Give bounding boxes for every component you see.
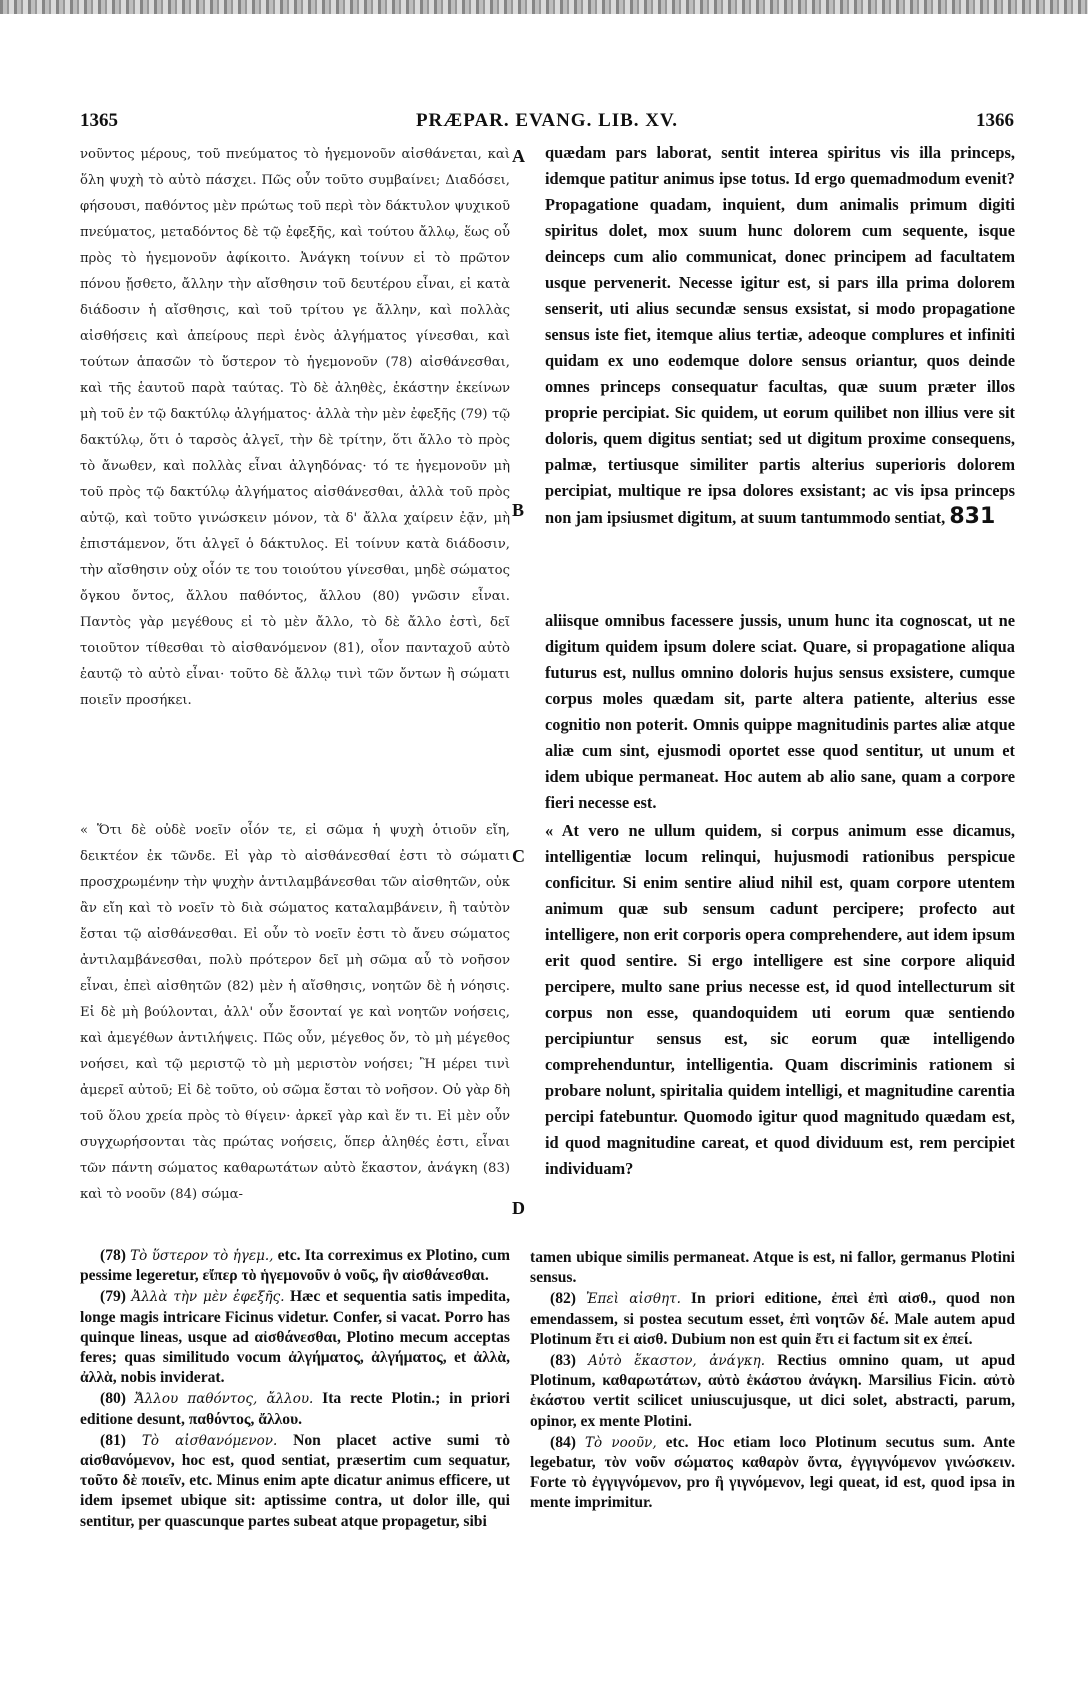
latin-text-block-2: « At vero ne ullum quidem, si corpus animum esse dicamus, intelligentiæ locum relinqui, hujusmodi rationibus perspicue conficitur. Si enim sentire aliud nihil est, quam corpore utentem animum quæ sub sensum cadunt percipere; profecto aut intelligere, non erit corporis opera comprehendere, aut idem ipsum erit quod sentire. Si ergo intelligere est sine corpore aliquid percipere, multo sane prius necesse est, id quod intellecturum sit corpus non esse, quandoquidem uti eorum quæ sentiendo percipiuntur sensus est, sic eorum quæ intelligendo comprehenduntur, intelligentia. Quam discriminis rationem si probare nolunt, spiritalia quidem intelligi, et magnitudine carentia percipi fatebuntur. Quomodo igitur quod magnitudo quædam est, id quod magnitudine careat, et quod dividuum est, rem percipiet individuam? (545, 821, 1015, 1178)
footnote-lemma: Ἐπεὶ αἰσθητ. (585, 1291, 681, 1308)
footnote-text: In priori editione, ἐπεὶ ἐπὶ αἰσθ., quod non emendassem, si postea secutum esset, ἐπὶ νοητῶν δέ. Male autem apud Plotinum ἔτι εἰ αἰσθ. Dubium non est quin ἔτι εἰ factum sit ex ἐπεί. (530, 1290, 1015, 1348)
margin-marker-c: C (512, 846, 525, 866)
latin-text-1a: quædam pars laborat, sentit interea spiritus vis illa princeps, idemque patitur animus ipse totus. Id ergo quemadmodum evenit? Propagatione quadam, inquient, dum animalis primum digiti spiritus dolet, mox suum hunc dolorem cum sequente, isque deinceps cum alio communicat, donec principem ad facultatem usque pervenerit. Necesse igitur est, si pars illa prima dolorem senserit, uti alius secundæ sensus exsistat, si modo propagatione sensus iste fiet, itemque alius tertiæ, adeoque complures et infiniti quidam ex uno eodemque dolore sensus oriantur, quos deinde omnes princeps consequatur facultas, quæ suum præter illos proprie percipiat. Sic quidem, ut eorum quilibet non illius vere sit doloris, quem digitus sentiat; sed ut digitum proxime consequens, palmæ, tertiusque similiter partis alterius superioris dolorem percipiat, multique re ipsa dolores exsistant; ac vis ipsa princeps non jam ipsiusmet digitum, at suum tantummodo sentiat, (545, 143, 1015, 527)
footnote-lemma: Τὸ αἰσθανόμενον. (141, 1432, 278, 1449)
footnote (80, 1287, 510, 1388)
footnote (80, 1246, 510, 1286)
latin-text-block-1b: aliisque omnibus facessere jussis, unum hunc ita cognoscat, ut ne digitum quidem ipsum dolere sciat. Quare, si propagatione aliqua futurus est, nullus omnino doloris hujus sensus exsistere, cumque corpus moles quædam sit, parte altera patiente, alterius esse cognitio non poterit. Omnis quippe magnitudinis partes aliæ atque aliæ cum sint, ejusmodi oportet esse quod sentitur, ut unum et idem ubique permaneat. Hoc autem ab alio sane, quam a corpore fieri necesse est. (545, 611, 1015, 812)
footnote (530, 1433, 1015, 1514)
footnote-text: Non placet active sumi τὸ αἰσθανόμενον, hoc est, quod sentiat, præsertim cum sequatur, τοῦτο δὲ ποιεῖν, etc. Minus enim apte dicatur animus efficere, ut idem ipsemet ubique sit: aptissime contra, ut dolor ille, qui sentitur, per quascunque partes subeat atque propagetur, sibi (80, 1431, 511, 1530)
latin-text-block-1 (545, 140, 1015, 531)
footnote-ref: (82) (550, 1290, 576, 1308)
footnote-ref: (79) (100, 1288, 126, 1306)
footnote-ref: (84) (550, 1433, 576, 1451)
footnote-lemma: Ἀλλὰ τὴν μὲν ἐφεξῆς. (131, 1289, 285, 1306)
footnote-ref: (80) (100, 1390, 126, 1408)
footnote-lemma: Τὸ ὕστερον τὸ ἡγεμ., (130, 1248, 274, 1264)
page-header (80, 110, 1014, 138)
margin-marker-b: B (512, 500, 525, 520)
footnote-text: etc. Hoc etiam loco Plotinum secutus sum. Ante legebatur, τὸν νοῦν σώματος καθαρὸν ὄντα, ἐγγιγνόμενον γινώσκειν. Forte τὸ ἐγγιγνόμενον, pro ἢ γιγνόμενον, legi queat, id est, quod ipsa in mente imprimitur. (530, 1433, 1016, 1512)
greek-text-block-2: « Ὅτι δὲ οὐδὲ νοεῖν οἷόν τε, εἰ σῶμα ἡ ψυχὴ ὁτιοῦν εἴη, δεικτέον ἐκ τῶνδε. Εἰ γὰρ τὸ αἰσθάνεσθαί ἐστι τὸ σώματι προσχρωμένην τὴν ψυχὴν ἀντιλαμβάνεσθαι τῶν αἰσθητῶν, οὐκ ἂν εἴη καὶ τὸ νοεῖν τὸ διὰ σώματος καταλαμβάνειν, ἢ ταὐτὸν ἔσται τῷ αἰσθάνεσθαι. Εἰ οὖν τὸ νοεῖν ἐστι τὸ ἄνευ σώματος ἀντιλαμβάνεσθαι, πολὺ πρότερον δεῖ μὴ σῶμα αὖ τὸ νοῆσον εἶναι, ἐπεὶ αἰσθητῶν (82) μὲν ἡ αἴσθησις, νοητῶν δὲ ἡ νόησις. Εἰ δὲ μὴ βούλονται, ἀλλ' οὖν ἔσονταί γε καὶ νοητῶν νοήσεις, καὶ ἀμεγέθων ἀντιλήψεις. Πῶς οὖν, μέγεθος ὄν, τὸ μὴ μέγεθος νοήσει, καὶ τῷ μεριστῷ τὸ μὴ μεριστὸν νοήσει; Ἢ μέρει τινὶ ἀμερεῖ αὐτοῦ; Εἰ δὲ τοῦτο, οὐ σῶμα ἔσται τὸ νοῆσον. Οὐ γὰρ δὴ τοῦ ὅλου χρεία πρὸς τὸ θίγειν· ἀρκεῖ γὰρ καὶ ἕν τι. Εἰ μὲν οὖν συγχωρήσονται τὰς πρώτας νοήσεις, ὅπερ ἀληθές ἐστι, εἶναι τῶν πάντη σώματος καθαρωτάτων αὐτὸ ἕκαστον, ἀνάγκη (83) καὶ τὸ νοοῦν (84) σώμα- (80, 823, 510, 1202)
footnote (530, 1351, 1015, 1432)
margin-marker-d: D (512, 1198, 525, 1218)
column-number: 831 (949, 504, 996, 529)
footnotes-right (530, 1248, 1015, 1515)
footnote-text: Rectius omnino quam, ut apud Plotinum, καθαρωτάτων, αὐτὸ ἑκάστου ἀνάγκη. Marsilius Ficin. αὐτὸ ἑκάστου vertit scilicet uniuscujusque, ut dici solet, abstracti, parum, opinor, ex mente Plotini. (530, 1352, 1016, 1430)
footnote-lemma: Αὐτὸ ἕκαστον, ἀνάγκη. (588, 1353, 765, 1370)
footnote-lemma: Τὸ νοοῦν, (584, 1434, 657, 1451)
right-page-number: 1366 (976, 110, 1014, 131)
footnote-continuation (530, 1248, 1015, 1288)
footnote-ref: (78) (100, 1247, 126, 1264)
running-title: PRÆPAR. EVANG. LIB. XV. (415, 110, 679, 131)
footnote (80, 1389, 510, 1429)
footnotes-left (80, 1246, 510, 1533)
greek-text-block-1: νοῦντος μέρους, τοῦ πνεύματος τὸ ἡγεμονοῦν αἰσθάνεται, καὶ ὅλη ψυχὴ τὸ αὐτὸ πάσχει. Πῶς οὖν τοῦτο συμβαίνει; Διαδόσει, φήσουσι, παθόντος μὲν πρώτως τοῦ περὶ τὸν δάκτυλον ψυχικοῦ πνεύματος, μεταδόντος δὲ τῷ ἐφεξῆς, καὶ τούτου ἄλλῳ, ἕως οὗ πρὸς τὸ ἡγεμονοῦν ἀφίκοιτο. Ἀνάγκη τοίνυν εἰ τὸ πρῶτον πόνου ᾔσθετο, ἄλλην τὴν αἴσθησιν τοῦ δευτέρου εἶναι, εἰ κατὰ διάδοσιν ἡ αἴσθησις, καὶ τοῦ τρίτου γε ἄλλην, καὶ πολλὰς αἰσθήσεις καὶ ἀπείρους περὶ ἑνὸς ἀλγήματος γίνεσθαι, καὶ τούτων ἁπασῶν τὸ ὕστερον τὸ ἡγεμονοῦν (78) αἰσθάνεσθαι, καὶ τῆς ἑαυτοῦ παρὰ ταύτας. Τὸ δὲ ἀληθὲς, ἑκάστην ἐκείνων μὴ τοῦ ἐν τῷ δακτύλῳ ἀλγήματος· ἀλλὰ τὴν μὲν ἐφεξῆς (79) τῷ δακτύλῳ, ὅτι ὁ ταρσὸς ἀλγεῖ, τὴν δὲ τρίτην, ὅτι ἄλλο τὸ πρὸς τὸ ἄνωθεν, καὶ πολλὰς εἶναι ἀλγηδόνας· τό τε ἡγεμονοῦν μὴ τοῦ πρὸς τῷ δακτύλῳ ἀλγήματος αἰσθάνεσθαι, ἀλλὰ τοῦ πρὸς αὐτῷ, καὶ τοῦτο γινώσκειν μόνον, τὰ δ' ἄλλα χαίρειν ἐᾷν, μὴ ἐπιστάμενον, ὅτι ἀλγεῖ ὁ δάκτυλος. Εἰ τοίνυν κατὰ διάδοσιν, τὴν αἴσθησιν οὐχ οἷόν τε του τοιούτου γίνεσθαι, μηδὲ σώματος ὄγκου ὄντος, ἄλλου παθόντος, ἄλλου (80) γνῶσιν εἶναι. Παντὸς γὰρ μεγέθους εἰ τὸ μὲν ἄλλο, τὸ δὲ ἄλλο ἐστὶ, δεῖ τοιοῦτον τίθεσθαι τὸ αἰσθανόμενον (81), οἷον πανταχοῦ αὐτὸ ἑαυτῷ τὸ αὐτὸ εἶναι· τοῦτο δὲ ἄλλῳ τινὶ τῶν ὄντων ἢ σώματι ποιεῖν προσήκει. (80, 147, 510, 708)
footnote (80, 1431, 510, 1532)
footnote (530, 1289, 1015, 1350)
footnote-text: Ita recte Plotin.; in priori editione desunt, παθόντος, ἄλλου. (80, 1390, 510, 1428)
footnote-text: Hæc et sequentia satis impedita, longe magis intricare Ficinus videtur. Confer, si vacat. Porro has quinque lineas, usque ad αἰσθάνεσθαι, Plotino mecum acceptas feres; quas similitudo vocum ἀλγήματος, ἀλγήματος, et ἀλλὰ, ἀλλὰ, nobis inviderat. (80, 1288, 510, 1387)
scan-edge (0, 0, 1088, 14)
footnote-ref: (81) (100, 1431, 126, 1449)
left-page-number: 1365 (80, 110, 118, 131)
margin-marker-a: A (512, 146, 525, 166)
footnote-ref: (83) (550, 1352, 576, 1370)
footnote-lemma: Ἄλλου παθόντος, ἄλλου. (134, 1391, 314, 1408)
footnote-text: tamen ubique similis permaneat. Atque is est, ni fallor, germanus Plotini sensus. (530, 1249, 1015, 1287)
footnote-text: etc. Ita correximus ex Plotino, cum pessime legeretur, εἴπερ τὸ ἡγεμονοῦν ὁ νοῦς, ἢν αἰσθάνεσθαι. (80, 1247, 510, 1285)
